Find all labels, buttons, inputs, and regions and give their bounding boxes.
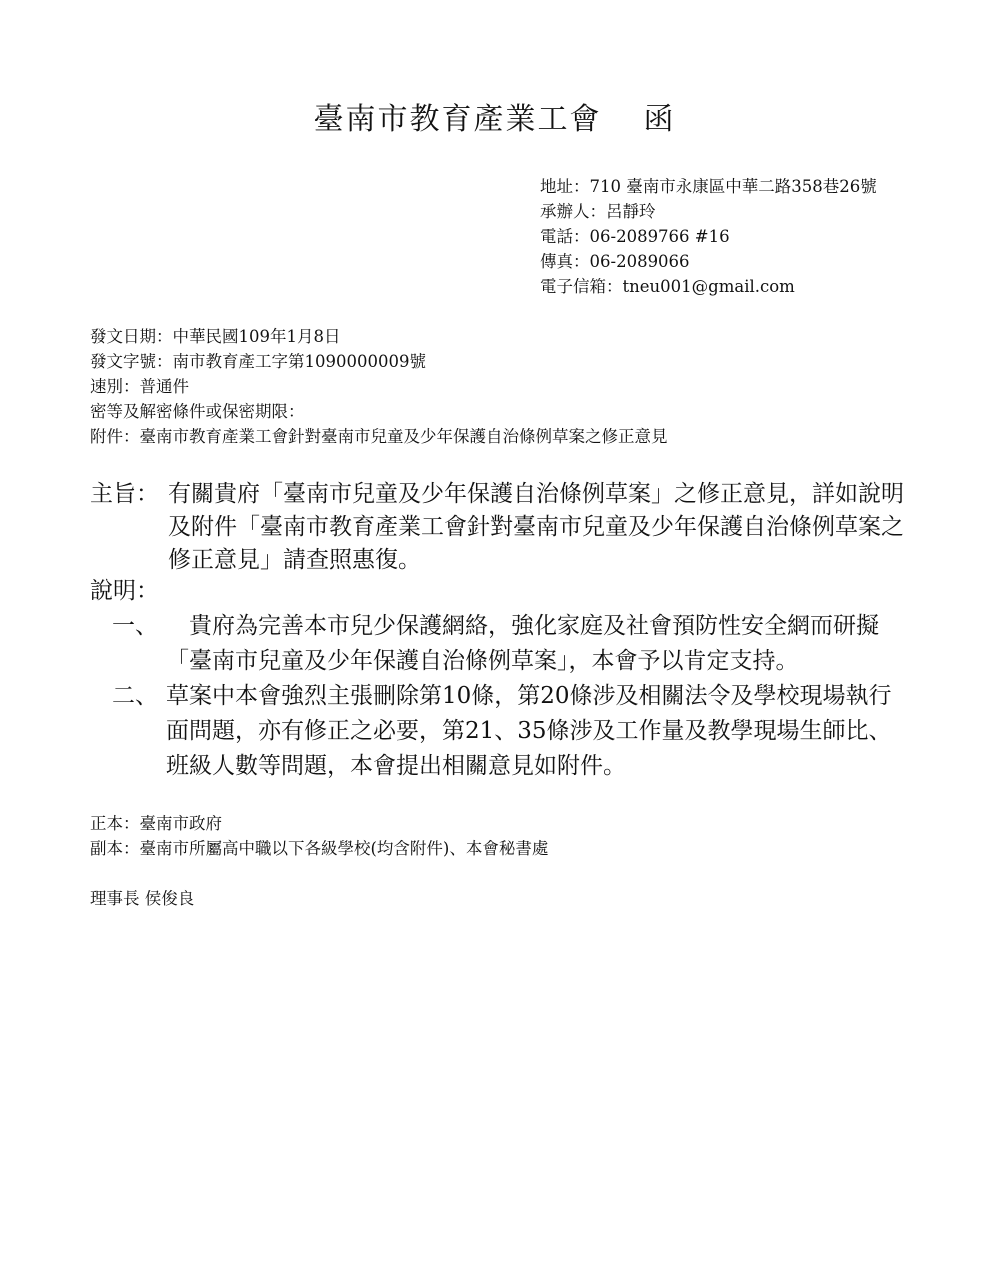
subject-text: 有關貴府「臺南市兒童及少年保護自治條例草案」之修正意見，詳如說明及附件「臺南市教育產業工會針對臺南市兒童及少年保護自治條例草案之修正意見」請查照惠復。 bbox=[168, 481, 904, 573]
explanation-list bbox=[112, 609, 912, 784]
item-text: 貴府為完善本市兒少保護網絡，強化家庭及社會預防性安全網而研擬「臺南市兒童及少年保護自治條例草案」，本會予以肯定支持。 bbox=[166, 613, 879, 674]
copy-recipients: 副本：臺南市所屬高中職以下各級學校(均含附件)、本會秘書處 bbox=[90, 839, 549, 858]
delivery-speed: 速別：普通件 bbox=[90, 377, 189, 396]
subject-label: 主旨： bbox=[90, 481, 159, 507]
list-item bbox=[112, 609, 912, 679]
secrecy-level: 密等及解密條件或保密期限： bbox=[90, 402, 305, 421]
document-type: 函 bbox=[643, 102, 676, 137]
contact-address: 地址：710 臺南市永康區中華二路358巷26號 bbox=[540, 177, 877, 196]
document-title bbox=[0, 94, 989, 138]
contact-fax: 傳真：06-2089066 bbox=[540, 252, 690, 271]
attachment-line: 附件：臺南市教育產業工會針對臺南市兒童及少年保護自治條例草案之修正意見 bbox=[90, 427, 668, 446]
recipients-block bbox=[90, 811, 548, 861]
list-item bbox=[112, 679, 912, 784]
contact-email: 電子信箱：tneu001@gmail.com bbox=[540, 277, 795, 296]
main-recipient: 正本：臺南市政府 bbox=[90, 814, 222, 833]
contact-phone: 電話：06-2089766 #16 bbox=[540, 227, 730, 246]
signer-line: 理事長 侯俊良 bbox=[90, 889, 195, 908]
org-name: 臺南市教育產業工會 bbox=[313, 102, 602, 137]
item-number: 一、 bbox=[112, 613, 158, 639]
contact-handler: 承辦人：呂靜玲 bbox=[540, 202, 656, 221]
document-meta bbox=[90, 324, 668, 449]
contact-block bbox=[540, 174, 910, 299]
issue-date: 發文日期：中華民國109年1月8日 bbox=[90, 327, 341, 346]
explanation-label: 說明： bbox=[90, 578, 159, 604]
subject-section bbox=[90, 478, 910, 577]
item-number: 二、 bbox=[112, 683, 158, 709]
document-number: 發文字號：南市教育產工字第1090000009號 bbox=[90, 352, 426, 371]
item-text: 草案中本會強烈主張刪除第10條，第20條涉及相關法令及學校現場執行面問題，亦有修正之必要，第21、35條涉及工作量及教學現場生師比、班級人數等問題，本會提出相關意見如附件。 bbox=[166, 683, 892, 779]
